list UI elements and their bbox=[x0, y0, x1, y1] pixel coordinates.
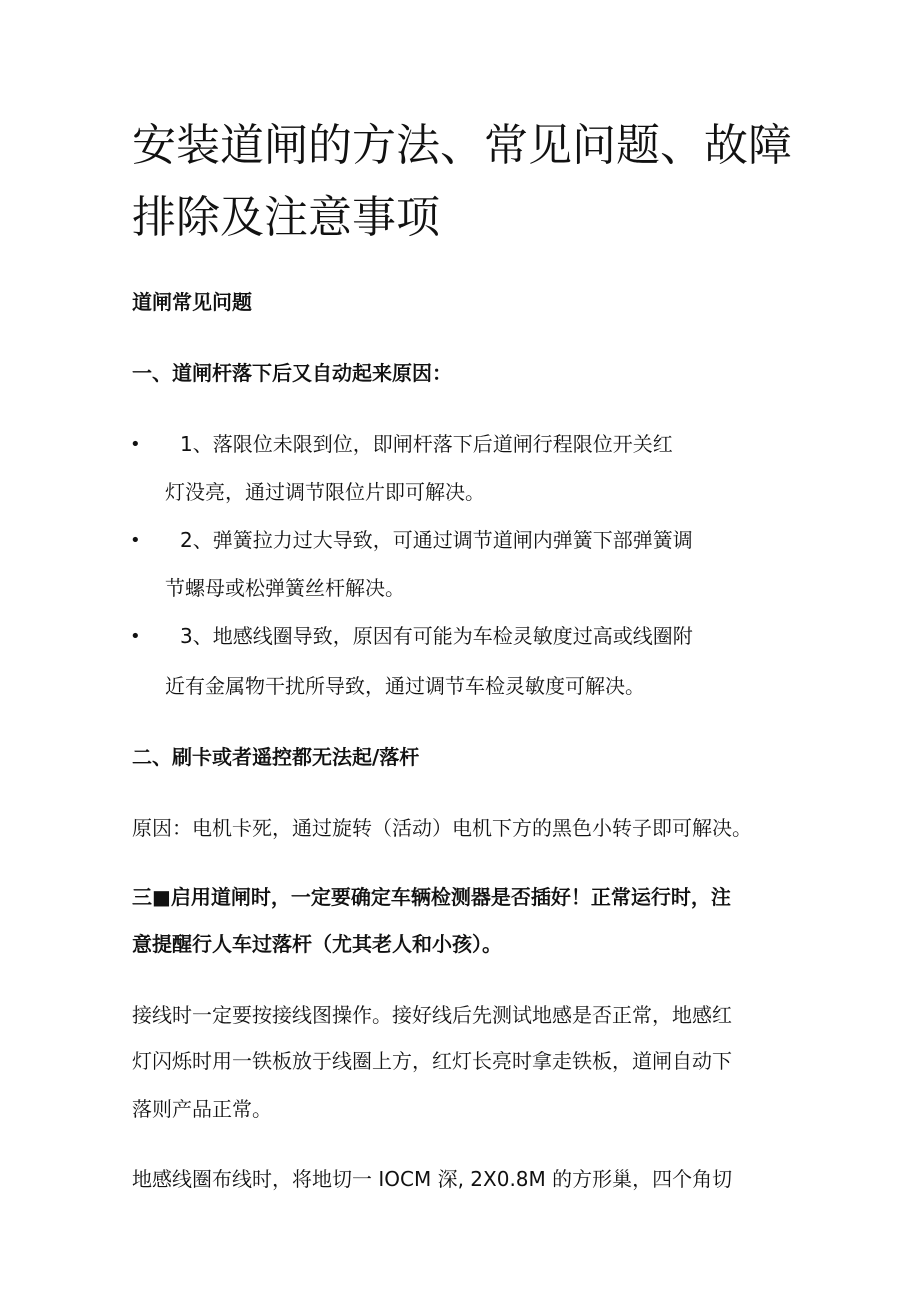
list-item-2-line-1: 2、弹簧拉力过大导致，可通过调节道闸内弹簧下部弹簧调 bbox=[180, 528, 693, 552]
question-2-reason: 原因：电机卡死，通过旋转（活动）电机下方的黑色小转子即可解决。 bbox=[132, 816, 752, 840]
wiring-line-3: 落则产品正常。 bbox=[132, 1097, 272, 1121]
question-2-heading: 二、刷卡或者遥控都无法起/落杆 bbox=[132, 745, 420, 769]
bullet-3: • bbox=[130, 626, 141, 647]
bullet-2: • bbox=[130, 530, 141, 551]
document-title-line-1: 安装道闸的方法、常见问题、故障 bbox=[132, 120, 792, 171]
loop-line-1: 地感线圈布线时，将地切一 IOCM 深, 2X0.8M 的方形巢，四个角切 bbox=[132, 1167, 733, 1191]
question-3-line-1: 三■启用道闸时，一定要确定车辆检测器是否插好！正常运行时，注 bbox=[132, 885, 731, 909]
list-item-1-line-2: 灯没亮，通过调节限位片即可解决。 bbox=[165, 480, 485, 504]
list-item-3-line-1: 3、地感线圈导致，原因有可能为车检灵敏度过高或线圈附 bbox=[180, 624, 693, 648]
question-1-heading: 一、道闸杆落下后又自动起来原因： bbox=[132, 361, 452, 385]
document-title-line-2: 排除及注意事项 bbox=[132, 192, 440, 243]
wiring-line-2: 灯闪烁时用一铁板放于线圈上方，红灯长亮时拿走铁板，道闸自动下 bbox=[132, 1049, 732, 1073]
list-item-3-line-2: 近有金属物干扰所导致，通过调节车检灵敏度可解决。 bbox=[165, 674, 645, 698]
bullet-1: • bbox=[130, 434, 141, 455]
question-3-line-2: 意提醒行人车过落杆（尤其老人和小孩）。 bbox=[132, 932, 502, 956]
list-item-1-line-1: 1、落限位未限到位，即闸杆落下后道闸行程限位开关红 bbox=[180, 432, 673, 456]
section-heading: 道闸常见问题 bbox=[132, 290, 252, 314]
wiring-line-1: 接线时一定要按接线图操作。接好线后先测试地感是否正常，地感红 bbox=[132, 1003, 732, 1027]
list-item-2-line-2: 节螺母或松弹簧丝杆解决。 bbox=[165, 576, 405, 600]
